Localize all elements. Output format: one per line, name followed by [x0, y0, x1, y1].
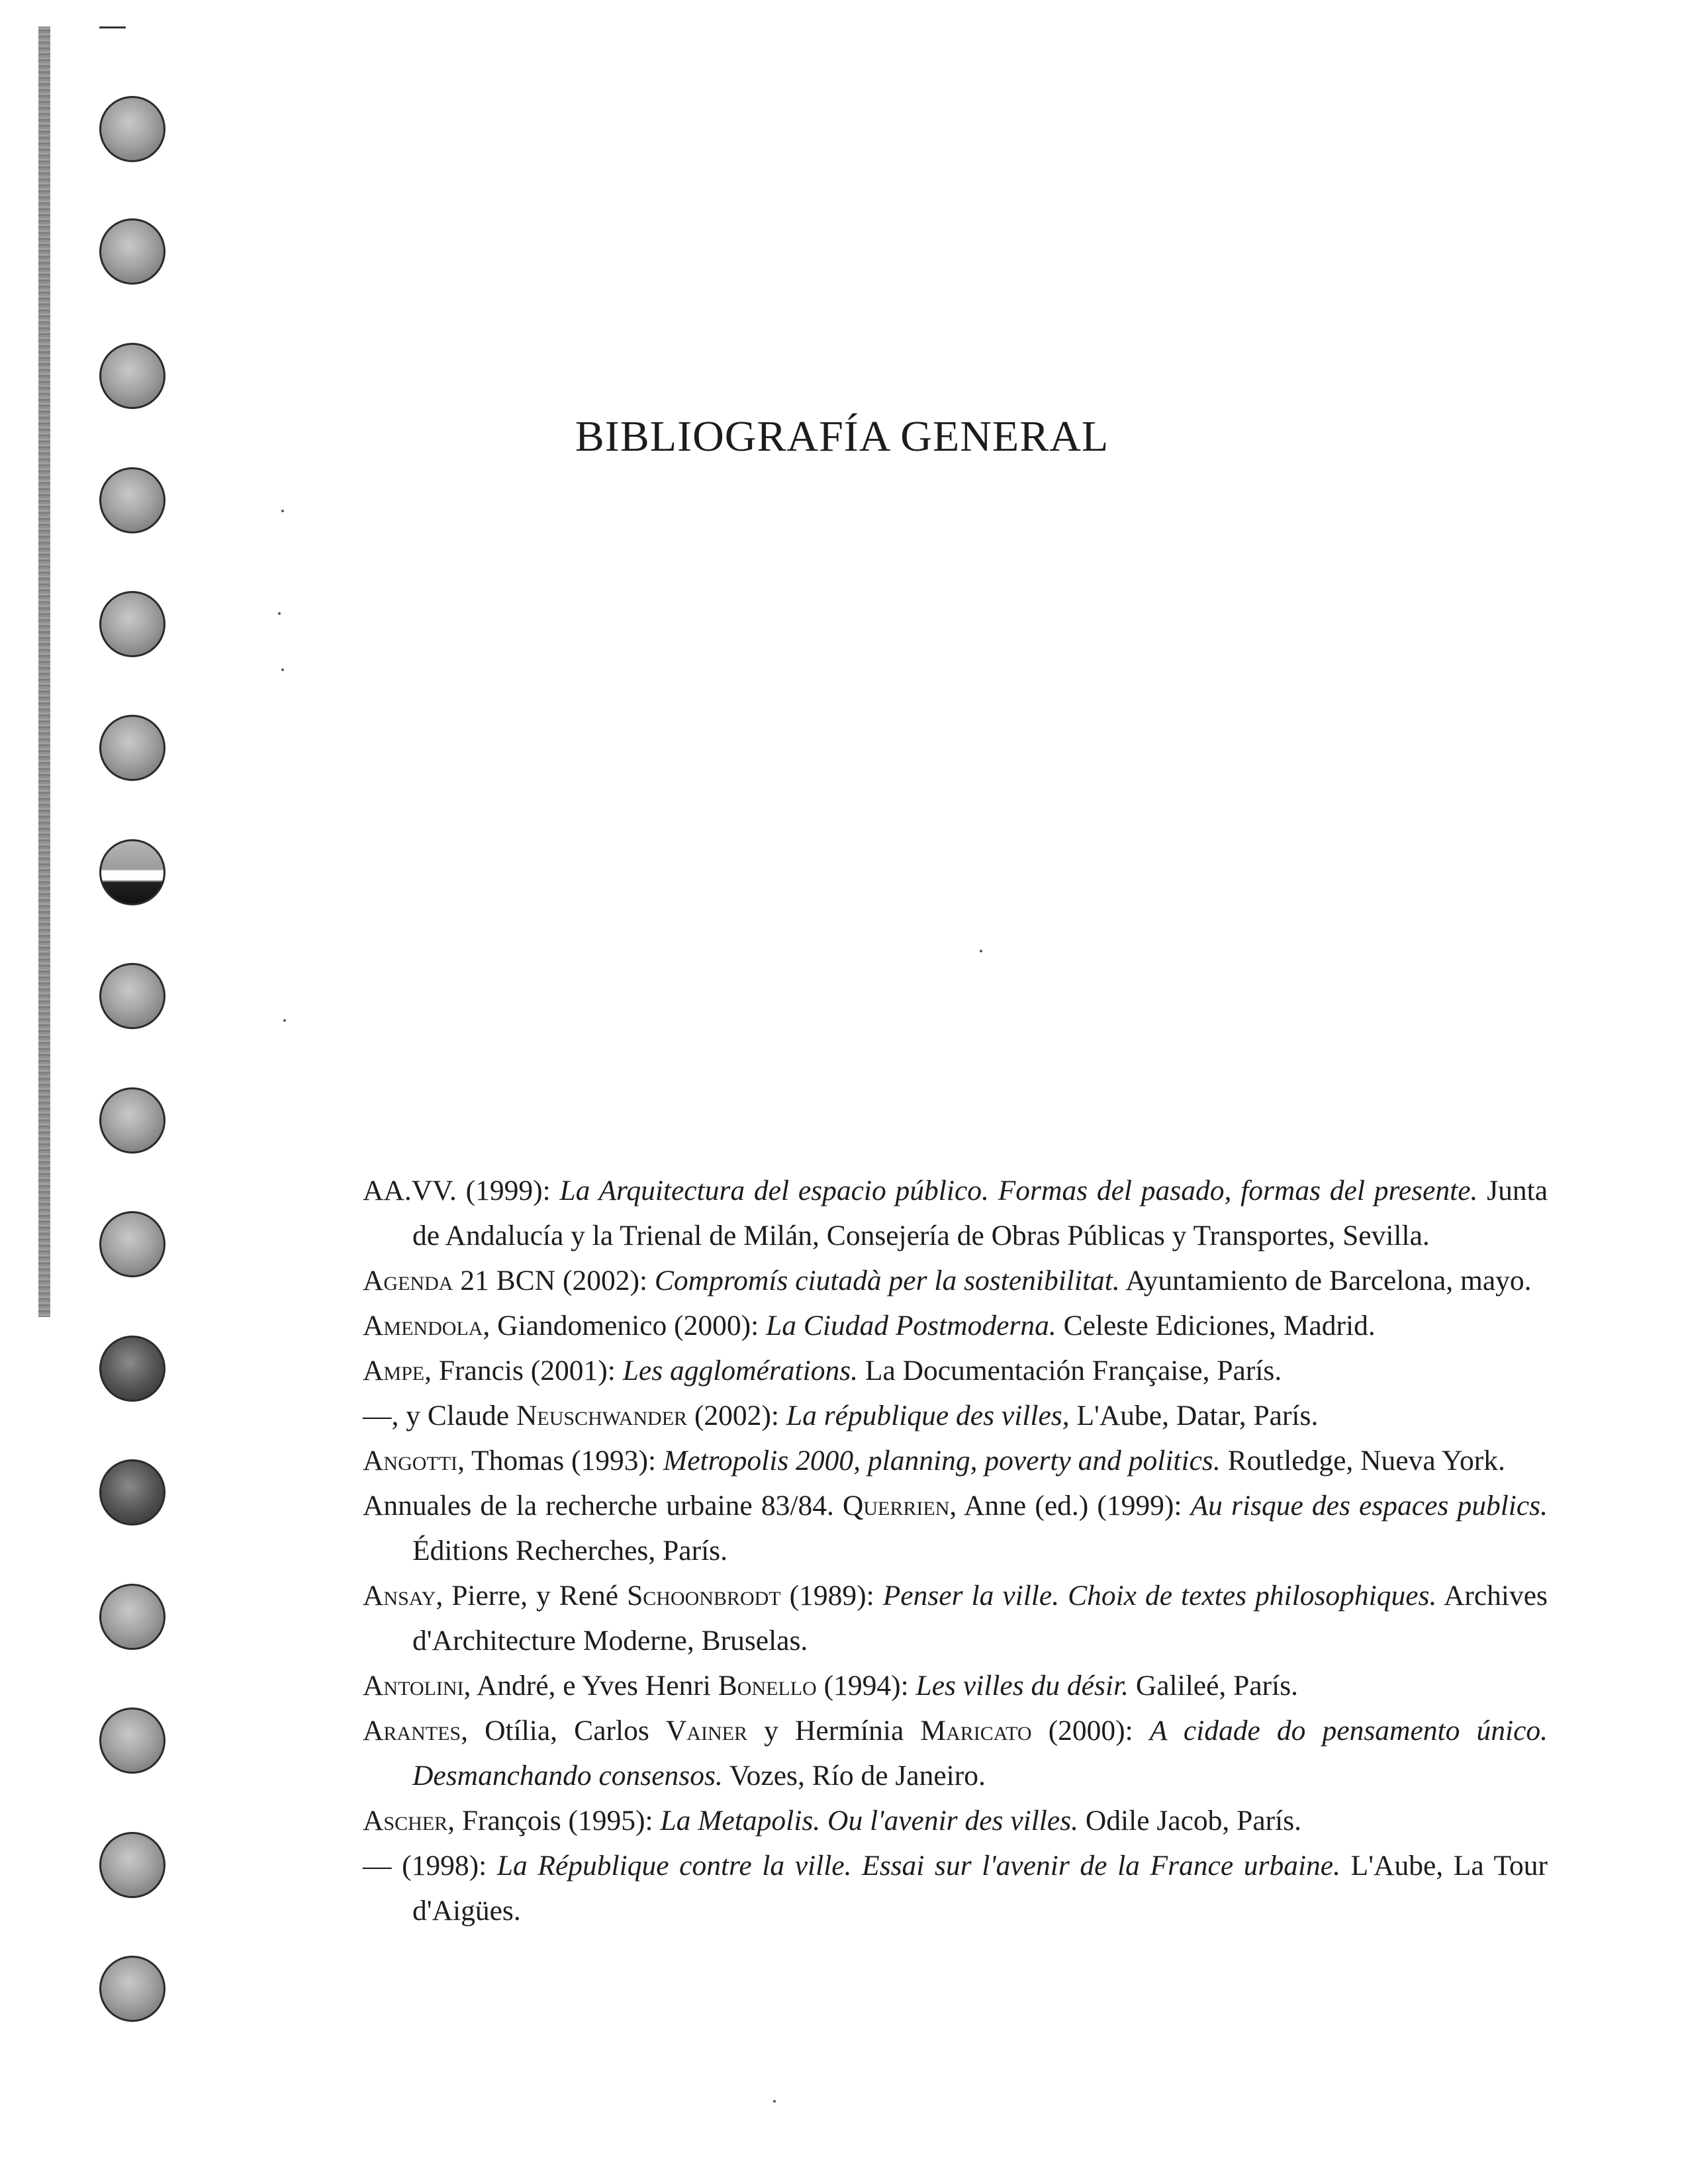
entry-year: (2002): — [555, 1265, 655, 1297]
page-title: BIBLIOGRAFÍA GENERAL — [575, 412, 1109, 461]
scan-speck — [281, 510, 284, 512]
entry-year: — (1998): — [363, 1850, 497, 1882]
bibliography-list — [363, 1168, 1548, 1933]
entry-author-detail: , Otília, Carlos — [461, 1715, 666, 1747]
entry-publisher: Ayuntamiento de Barcelona, mayo. — [1119, 1265, 1532, 1297]
entry-year: (1994): — [816, 1670, 916, 1702]
entry-title: La Metapolis. Ou l'avenir des villes. — [660, 1805, 1078, 1837]
entry-publisher: Éditions Recherches, París. — [412, 1535, 727, 1567]
bibliography-entry — [363, 1393, 1548, 1438]
entry-coauthor: Schoonbrodt — [627, 1580, 781, 1612]
entry-title: La Ciudad Postmoderna. — [766, 1310, 1056, 1342]
bibliography-entry — [363, 1438, 1548, 1483]
entry-author: Amendola — [363, 1310, 483, 1342]
scan-speck — [281, 668, 284, 671]
entry-author: Antolini — [363, 1670, 464, 1702]
punch-hole — [99, 1336, 165, 1402]
entry-author-detail: , François (1995): — [447, 1805, 661, 1837]
entry-publisher: Vozes, Río de Janeiro. — [722, 1760, 986, 1792]
entry-year: (1999): — [456, 1175, 560, 1206]
entry-publisher: Archives d'Architecture Moderne, Bruselas. — [412, 1580, 1548, 1657]
entry-year: (2002): — [687, 1400, 786, 1432]
bibliography-entry — [363, 1258, 1548, 1303]
entry-author-detail: , Francis (2001): — [424, 1355, 623, 1387]
entry-coauthor: Querrien — [842, 1490, 950, 1522]
entry-title: La République contre la ville. Essai sur l'avenir de la France urbaine. — [496, 1850, 1340, 1882]
entry-author-detail: , Pierre, y René — [436, 1580, 628, 1612]
punch-hole — [99, 1707, 165, 1774]
entry-author: Ascher — [363, 1805, 448, 1837]
entry-title: Les villes du désir. — [915, 1670, 1129, 1702]
entry-title: Au risque des espaces publics. — [1190, 1490, 1548, 1522]
entry-title: Metropolis 2000, planning, poverty and politics. — [663, 1445, 1221, 1477]
bibliography-entry — [363, 1663, 1548, 1708]
entry-title: Les agglomérations. — [622, 1355, 858, 1387]
entry-title: A cidade do pensamento único. Desmanchando consensos. — [412, 1715, 1548, 1792]
entry-author: Agenda 21 BCN — [363, 1265, 556, 1297]
entry-author-detail: Annuales de la recherche urbaine 83/84. — [363, 1490, 843, 1522]
entry-author-detail: , Thomas (1993): — [457, 1445, 663, 1477]
entry-title: Compromís ciutadà per la sostenibilitat. — [654, 1265, 1120, 1297]
entry-year: (1989): — [780, 1580, 883, 1612]
entry-publisher: L'Aube, La Tour d'Aigües. — [412, 1850, 1548, 1927]
entry-year: , Anne (ed.) (1999): — [949, 1490, 1191, 1522]
punch-hole — [99, 839, 165, 905]
entry-author-detail: , Giandomenico (2000): — [483, 1310, 767, 1342]
entry-author-detail: —, y Claude — [363, 1400, 516, 1432]
entry-author: Ampe — [363, 1355, 425, 1387]
punch-hole — [99, 715, 165, 781]
scan-speck — [980, 950, 982, 952]
punch-hole — [99, 963, 165, 1029]
punch-hole — [99, 1584, 165, 1650]
bibliography-entry — [363, 1168, 1548, 1258]
binding-strip — [38, 26, 50, 1317]
entry-author: Ansay — [363, 1580, 436, 1612]
binding-mark — [99, 26, 126, 28]
entry-title: Penser la ville. Choix de textes philosophiques. — [882, 1580, 1437, 1612]
bibliography-entry — [363, 1303, 1548, 1348]
entry-publisher: Galileé, París. — [1128, 1670, 1299, 1702]
punch-hole — [99, 591, 165, 657]
scan-speck — [283, 1019, 286, 1022]
entry-author: Angotti — [363, 1445, 458, 1477]
bibliography-entry — [363, 1798, 1548, 1843]
entry-author: Arantes — [363, 1715, 461, 1747]
entry-publisher: Odile Jacob, París. — [1078, 1805, 1302, 1837]
entry-publisher: Celeste Ediciones, Madrid. — [1056, 1310, 1376, 1342]
punch-hole — [99, 1956, 165, 2022]
entry-coauthor: Bonello — [718, 1670, 817, 1702]
punch-hole — [99, 218, 165, 285]
punch-hole — [99, 343, 165, 409]
entry-publisher: La Documentación Française, París. — [858, 1355, 1282, 1387]
entry-title: La république des villes, — [786, 1400, 1070, 1432]
bibliography-entry — [363, 1573, 1548, 1663]
entry-publisher: Junta de Andalucía y la Trienal de Milán, Consejería de Obras Públicas y Transportes, Sevilla. — [412, 1175, 1548, 1251]
punch-hole — [99, 1211, 165, 1277]
bibliography-entry — [363, 1348, 1548, 1393]
entry-author: AA.VV. — [363, 1175, 457, 1206]
entry-publisher: L'Aube, Datar, París. — [1069, 1400, 1319, 1432]
punch-hole — [99, 1832, 165, 1898]
entry-publisher: Routledge, Nueva York. — [1220, 1445, 1505, 1477]
bibliography-entry — [363, 1708, 1548, 1798]
punch-hole — [99, 1087, 165, 1154]
scan-speck — [773, 2100, 776, 2103]
entry-coauthor: Maricato — [920, 1715, 1032, 1747]
entry-title: La Arquitectura del espacio público. Formas del pasado, formas del presente. — [559, 1175, 1478, 1206]
scan-speck — [278, 612, 281, 615]
entry-coauthor: Neuschwander — [516, 1400, 688, 1432]
bibliography-entry — [363, 1483, 1548, 1573]
bibliography-entry — [363, 1843, 1548, 1933]
entry-year: (2000): — [1031, 1715, 1150, 1747]
punch-hole — [99, 96, 165, 162]
entry-coauthor: Vainer — [665, 1715, 747, 1747]
entry-author-detail: , André, e Yves Henri — [463, 1670, 718, 1702]
punch-hole — [99, 1459, 165, 1525]
entry-author-detail: y Hermínia — [747, 1715, 921, 1747]
punch-hole — [99, 467, 165, 533]
